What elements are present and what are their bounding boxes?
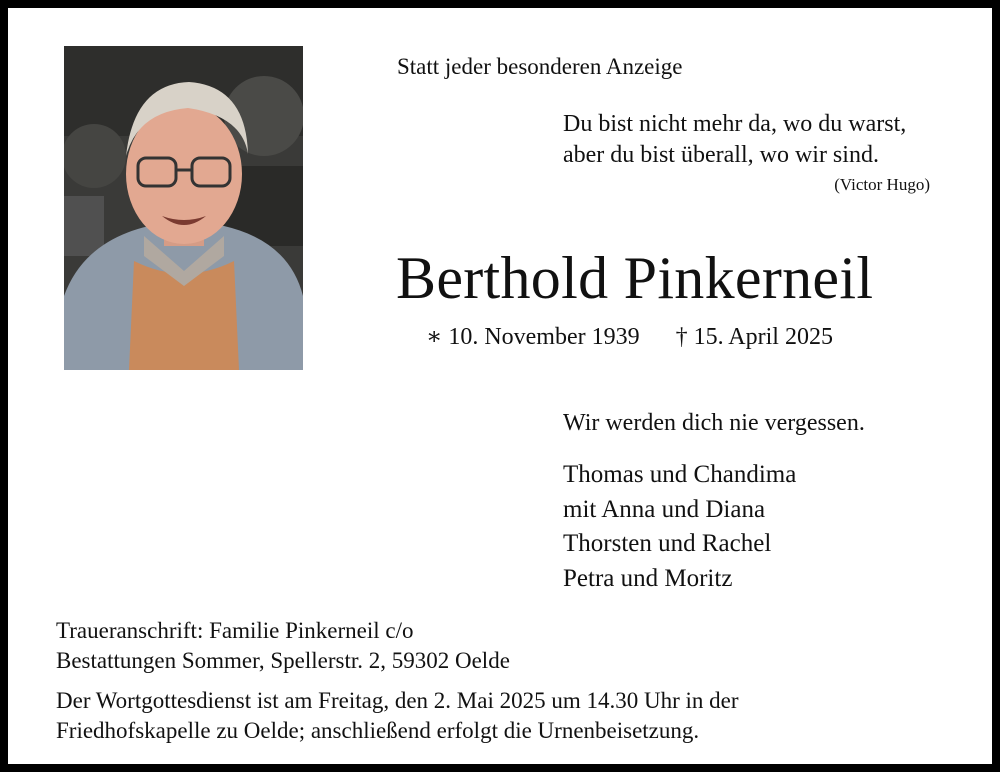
deceased-name: Berthold Pinkerneil [396,245,874,311]
mourner-line: Thomas und Chandima [563,461,797,488]
mourner-line: mit Anna und Diana [563,495,766,523]
service-line: Friedhofskapelle zu Oelde; anschließend erfolgt die Urnenbeisetzung. [56,718,700,743]
address-line: Traueranschrift: Familie Pinkerneil c/o [56,618,414,643]
portrait-illustration [64,46,303,370]
quote-line: Du bist nicht mehr da, wo du warst, [563,111,907,137]
birth-date: ∗ 10. November 1939 [426,324,640,350]
farewell-line: Wir werden dich nie vergessen. [563,410,865,436]
condolence-address [56,616,510,676]
quote-line: aber du bist überall, wo wir sind. [563,142,879,168]
life-dates [426,322,833,351]
address-line: Bestattungen Sommer, Spellerstr. 2, 59302 Oelde [56,648,510,673]
mourner-line: Thorsten und Rachel [563,530,772,557]
mourner-line: Petra und Moritz [563,564,733,592]
death-date: † 15. April 2025 [675,324,833,350]
notice-header: Statt jeder besonderen Anzeige [397,54,683,79]
service-line: Der Wortgottesdienst ist am Freitag, den 2. Mai 2025 um 14.30 Uhr in der [56,688,739,713]
service-info [56,686,739,746]
mourners-list [563,458,796,596]
quote-author: (Victor Hugo) [834,175,930,194]
portrait-photo [64,46,303,370]
memorial-quote [563,109,906,171]
